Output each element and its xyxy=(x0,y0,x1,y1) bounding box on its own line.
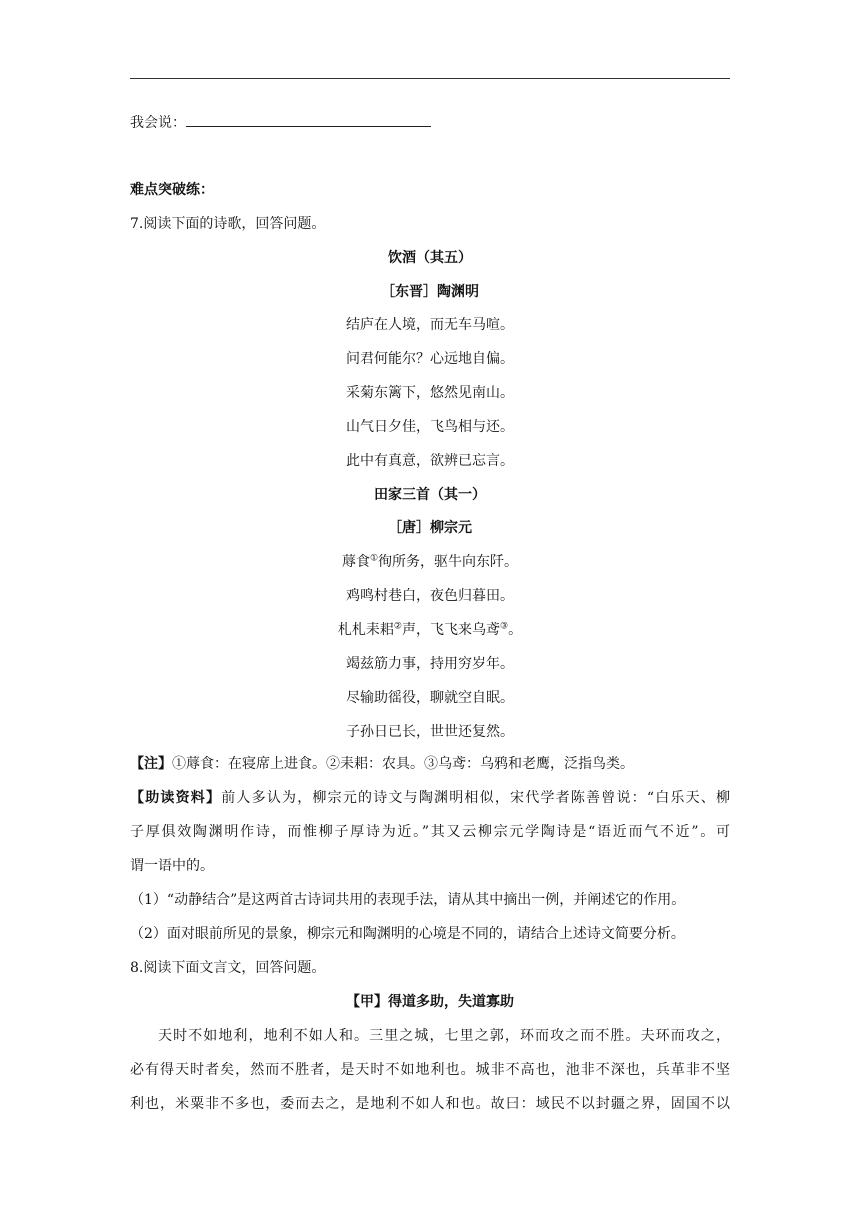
poem2-line: 子孙日已长，世世还复然。 xyxy=(346,724,514,740)
classical-text-line: 利也，米粟非不多也，委而去之，是地利不如人和也。故曰：域民不以封疆之界，固国不以 xyxy=(130,1096,730,1112)
classical-text-line: 天时不如地利，地利不如人和。三里之城，七里之郭，环而攻之而不胜。夫环而攻之， xyxy=(158,1028,730,1044)
poem1-line: 此中有真意，欲辨已忘言。 xyxy=(346,453,514,469)
poem2-text: 札札耒耜 xyxy=(337,622,394,638)
note-label: 【注】 xyxy=(130,756,172,772)
q7-prompt: 7.阅读下面的诗歌，回答问题。 xyxy=(130,216,326,232)
q8-prompt: 8.阅读下面文言文，回答问题。 xyxy=(130,960,326,976)
classical-text-line: 必有得天时者矣，然而不胜者，是天时不如地利也。城非不高也，池非不深也，兵革非不坚 xyxy=(130,1062,730,1078)
reading-line: 子厚俱效陶渊明作诗，而惟柳子厚诗为近。”其又云柳宗元学陶诗是“语近而气不近”。可 xyxy=(130,824,730,840)
poem2-author: ［唐］柳宗元 xyxy=(388,520,472,536)
sub-question-1: （1）“动静结合”是这两首古诗词共用的表现手法，请从其中摘出一例，并阐述它的作用。 xyxy=(130,892,686,908)
answer-blank[interactable] xyxy=(186,112,431,127)
header-rule xyxy=(130,78,730,79)
poem2-text: 徇所务，驱牛向东阡。 xyxy=(378,554,519,570)
footnote-marker: ③ xyxy=(500,621,509,632)
poem2-text: 蓐食 xyxy=(341,554,370,570)
note-text: ①蓐食：在寝席上进食。②耒耜：农具。③乌鸢：乌鸦和老鹰，泛指鸟类。 xyxy=(172,756,634,772)
poem2-text: 。 xyxy=(508,622,523,638)
reading-text: 前人多认为，柳宗元的诗文与陶渊明相似，宋代学者陈善曾说：“白乐天、柳 xyxy=(221,790,731,806)
answer-prompt: 我会说： xyxy=(130,115,186,131)
poem1-line: 采菊东篱下，悠然见南山。 xyxy=(346,385,514,401)
sub-question-2: （2）面对眼前所见的景象，柳宗元和陶渊明的心境是不同的，请结合上述诗文简要分析。 xyxy=(130,926,685,942)
poem2-line: 鸡鸣村巷白，夜色归暮田。 xyxy=(346,588,514,604)
poem1-title: 饮酒（其五） xyxy=(388,250,472,266)
poem1-line: 结庐在人境，而无车马喧。 xyxy=(346,317,514,333)
reading-line xyxy=(130,788,730,808)
poem2-text: 声，飞飞来乌鸢 xyxy=(402,622,500,638)
answer-line xyxy=(130,112,730,133)
poem2-line: 竭兹筋力事，持用穷岁年。 xyxy=(346,656,514,672)
poem2-line xyxy=(130,620,730,640)
poem2-title: 田家三首（其一） xyxy=(374,487,486,503)
poem2-line xyxy=(130,552,730,572)
section-title: 难点突破练： xyxy=(130,182,214,198)
footnote-marker: ② xyxy=(393,621,402,632)
poem2-line: 尽输助徭役，聊就空自眠。 xyxy=(346,690,514,706)
poem1-line: 山气日夕佳，飞鸟相与还。 xyxy=(346,419,514,435)
poem1-author: ［东晋］陶渊明 xyxy=(381,284,479,300)
note xyxy=(130,754,730,774)
reading-label: 【助读资料】 xyxy=(130,790,222,806)
poem1-line: 问君何能尔？心远地自偏。 xyxy=(346,351,514,367)
reading-line: 谓一语中的。 xyxy=(130,858,214,874)
q8-title: 【甲】得道多助，失道寡助 xyxy=(346,994,514,1010)
footnote-marker: ① xyxy=(369,553,379,564)
